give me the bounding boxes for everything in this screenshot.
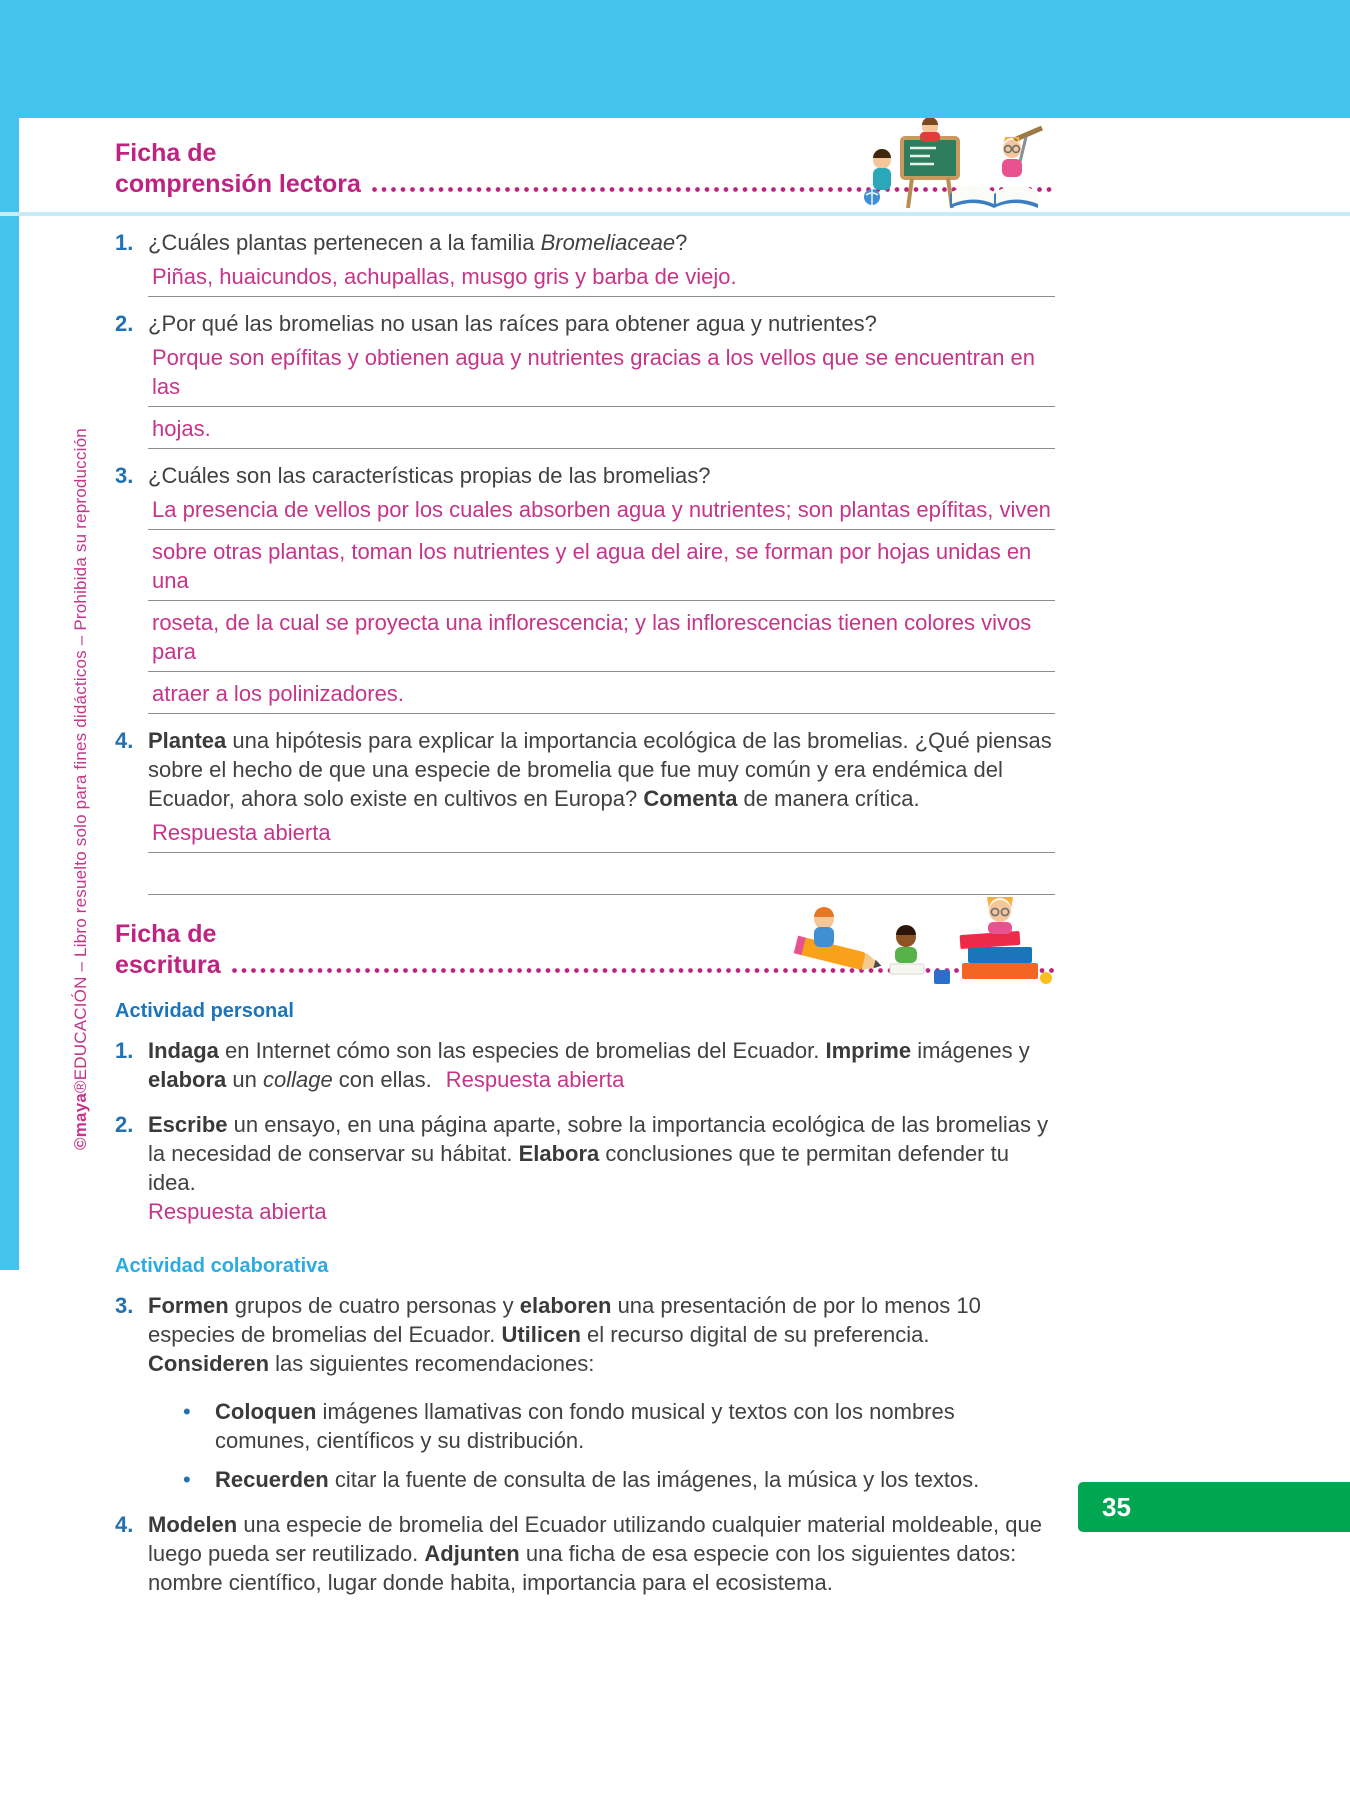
recommendation-bullet-1 [183, 1397, 1055, 1455]
writing-section-header [115, 919, 1055, 981]
writing-item-4-text-part: una especie de bromelia del Ecuador utilizando cualquier material moldeable, que luego pueda ser reutilizado. [148, 1512, 1042, 1566]
question-1-text-part: ? [675, 230, 688, 255]
answer-1 [148, 262, 1055, 297]
answer-line: hojas. [148, 414, 1055, 449]
top-header-band [0, 0, 1350, 118]
writing-item-3-keyword: elaboren [519, 1293, 612, 1318]
writing-item-1-keyword: Imprime [825, 1038, 912, 1063]
answer-line: La presencia de vellos por los cuales absorben agua y nutrientes; son plantas epífitas, viven [148, 495, 1055, 530]
question-2-number: 2. [115, 311, 134, 336]
question-4-text-part: una hipótesis para explicar la importancia ecológica de las bromelias. ¿Qué piensas sobre el hecho de que una especie de bromelia que fue muy común y era endémica del Ecuador, ahora solo existe en cultivos en Europa? [148, 728, 1052, 811]
question-4-number: 4. [115, 728, 134, 753]
answer-2 [148, 343, 1055, 449]
writing-item-4-text [148, 1510, 1055, 1597]
question-4-text [148, 726, 1055, 813]
writing-item-3-text-part: una presentación de por lo menos 10 especies de bromelias del Ecuador. [148, 1293, 981, 1347]
writing-item-2-number: 2. [115, 1112, 134, 1137]
writing-item-4-number: 4. [115, 1512, 134, 1537]
question-1-number: 1. [115, 230, 134, 255]
recommendation-1-text-part: imágenes llamativas con fondo musical y textos con los nombres comunes, científicos y su distribución. [215, 1399, 955, 1453]
writing-item-2-text [148, 1110, 1055, 1226]
answer-line: Porque son epífitas y obtienen agua y nutrientes gracias a los vellos que se encuentran en las [148, 343, 1055, 407]
question-1-italic-term: Bromeliaceae [540, 230, 676, 255]
writing-item-3-text-part: el recurso digital de su preferencia. [580, 1322, 930, 1347]
writing-item-2 [115, 1110, 1055, 1226]
question-2-text: ¿Por qué las bromelias no usan las raíces para obtener agua y nutrientes? [148, 311, 877, 336]
writing-item-3-keyword: Formen [148, 1293, 229, 1318]
page-content [115, 228, 1055, 1602]
writing-item-3-keyword: Consideren [148, 1351, 270, 1376]
writing-item-1-text-part: imágenes y [911, 1038, 1030, 1063]
writing-item-1 [115, 1036, 1055, 1094]
bullet-icon: • [183, 1467, 191, 1492]
question-4-keyword: Plantea [148, 728, 227, 753]
page-number-tab [1078, 1482, 1350, 1532]
answer-line: roseta, de la cual se proyecta una inflorescencia; y las inflorescencias tienen colores vivos para [148, 608, 1055, 672]
writing-item-1-text-part: con ellas. [332, 1067, 432, 1092]
copyright-sidebar-text [70, 405, 92, 1150]
copyright-notice: ®EDUCACIÓN – Libro resuelto solo para fines didácticos – Prohibida su reproducción [71, 428, 90, 1093]
recommendation-2-text [215, 1465, 979, 1494]
writing-item-1-text-part: en Internet cómo son las especies de bromelias del Ecuador. [218, 1038, 826, 1063]
question-1-text [148, 228, 1055, 257]
writing-item-4-text-part: una ficha de esa especie con los siguientes datos: nombre científico, lugar donde habita, importancia para el ecosistema. [148, 1541, 1017, 1595]
children-writing-illustration [794, 885, 1059, 985]
answer-4 [148, 818, 1055, 895]
writing-item-2-text-part: un ensayo, en una página aparte, sobre la importancia ecológica de las bromelias y la necesidad de conservar su hábitat. [148, 1112, 1049, 1166]
writing-item-1-text-part: un [226, 1067, 263, 1092]
question-3 [115, 461, 1055, 490]
children-reading-illustration [864, 118, 1059, 216]
writing-item-3-text [148, 1291, 1055, 1378]
writing-item-4-keyword: Adjunten [424, 1541, 520, 1566]
question-1 [115, 228, 1055, 257]
writing-item-4-keyword: Modelen [148, 1512, 238, 1537]
writing-item-1-number: 1. [115, 1038, 134, 1063]
recommendation-1-keyword: Coloquen [215, 1399, 317, 1424]
writing-item-1-text [148, 1036, 1055, 1094]
bullet-icon: • [183, 1399, 191, 1424]
left-accent-stripe [0, 118, 19, 1270]
question-3-number: 3. [115, 463, 134, 488]
question-2 [115, 309, 1055, 338]
writing-item-2-keyword: Escribe [148, 1112, 228, 1137]
question-4-keyword: Comenta [643, 786, 738, 811]
question-3-text: ¿Cuáles son las características propias de las bromelias? [148, 463, 711, 488]
recommendation-2-text-part: citar la fuente de consulta de las imágenes, la música y los textos. [328, 1467, 980, 1492]
writing-item-1-keyword: elabora [148, 1067, 227, 1092]
open-answer-note: Respuesta abierta [445, 1067, 625, 1092]
writing-item-4 [115, 1510, 1055, 1597]
answer-line: sobre otras plantas, toman los nutrientes y el agua del aire, se forman por hojas unidas en una [148, 537, 1055, 601]
writing-item-3-number: 3. [115, 1293, 134, 1318]
writing-item-1-italic-term: collage [262, 1067, 333, 1092]
reading-section-header [115, 138, 1055, 200]
answer-3 [148, 495, 1055, 714]
writing-title-line2: escritura [115, 951, 221, 979]
publisher-brand: ©maya [71, 1092, 90, 1150]
answer-line: Piñas, huaicundos, achupallas, musgo gris y barba de viejo. [148, 262, 1055, 297]
question-4-text-part: de manera crítica. [737, 786, 920, 811]
writing-title-line1: Ficha de [115, 920, 217, 948]
page-number: 35 [1102, 1491, 1131, 1522]
writing-item-3 [115, 1291, 1055, 1378]
answer-line: Respuesta abierta [148, 818, 1055, 853]
answer-line: atraer a los polinizadores. [148, 679, 1055, 714]
writing-item-3-text-part: las siguientes recomendaciones: [269, 1351, 595, 1376]
writing-item-3-text-part: grupos de cuatro personas y [228, 1293, 520, 1318]
reading-title-line1: Ficha de [115, 139, 217, 167]
question-4 [115, 726, 1055, 813]
writing-item-2-text-part: conclusiones que te permitan defender tu idea. [148, 1141, 1009, 1195]
writing-item-3-keyword: Utilicen [501, 1322, 581, 1347]
reading-title-line2: comprensión lectora [115, 170, 361, 198]
header-divider-line [0, 212, 1350, 216]
question-1-text-part: ¿Cuáles plantas pertenecen a la familia [148, 230, 541, 255]
collaborative-activity-label: Actividad colaborativa [115, 1255, 329, 1277]
writing-item-1-keyword: Indaga [148, 1038, 219, 1063]
recommendation-2-keyword: Recuerden [215, 1467, 329, 1492]
open-answer-note: Respuesta abierta [148, 1199, 327, 1224]
writing-item-2-keyword: Elabora [518, 1141, 600, 1166]
personal-activity-label: Actividad personal [115, 1000, 294, 1022]
recommendation-1-text [215, 1397, 1055, 1455]
recommendation-bullet-2 [183, 1465, 1055, 1494]
